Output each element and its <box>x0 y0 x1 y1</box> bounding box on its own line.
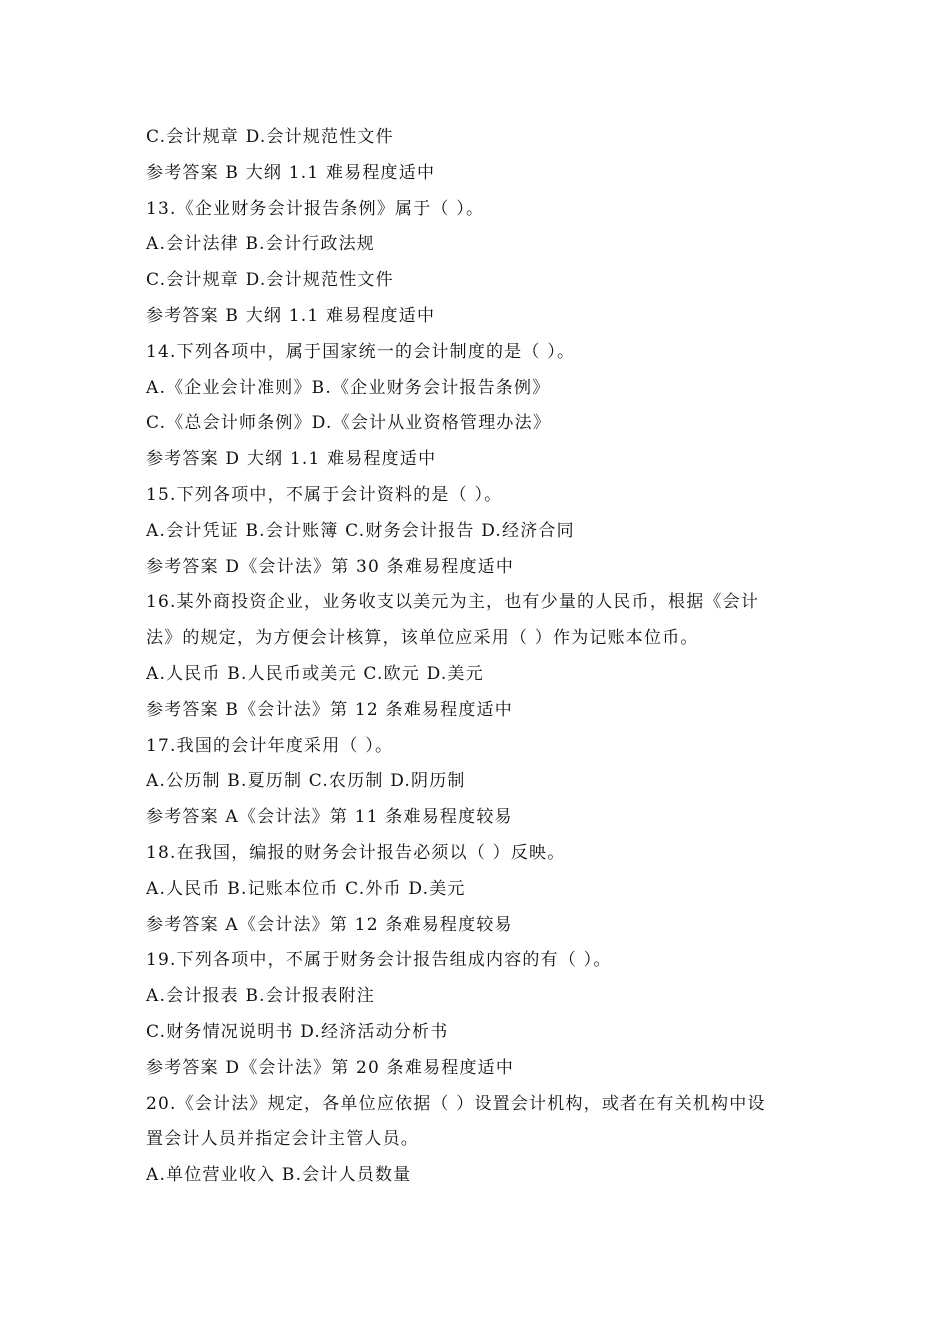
answer-line: 参考答案 D《会计法》第 30 条难易程度适中 <box>146 556 515 577</box>
option-line: A.公历制 B.夏历制 C.农历制 D.阴历制 <box>146 771 466 792</box>
answer-line: 参考答案 D 大纲 1.1 难易程度适中 <box>146 449 437 470</box>
option-line: A.会计法律 B.会计行政法规 <box>146 234 375 255</box>
answer-line: 参考答案 D《会计法》第 20 条难易程度适中 <box>146 1057 515 1078</box>
question-line: 13.《企业财务会计报告条例》属于（ ）。 <box>146 198 485 219</box>
option-line: A.人民币 B.人民币或美元 C.欧元 D.美元 <box>146 663 484 684</box>
answer-line: 参考答案 B 大纲 1.1 难易程度适中 <box>146 305 436 326</box>
option-line: C.财务情况说明书 D.经济活动分析书 <box>146 1021 449 1042</box>
answer-line: 参考答案 B 大纲 1.1 难易程度适中 <box>146 162 436 183</box>
question-line-continued: 置会计人员并指定会计主管人员。 <box>146 1129 419 1150</box>
answer-line: 参考答案 B《会计法》第 12 条难易程度适中 <box>146 699 513 720</box>
question-line: 15.下列各项中，不属于会计资料的是（ ）。 <box>146 484 503 505</box>
document-text <box>146 120 816 1194</box>
answer-line: 参考答案 A《会计法》第 11 条难易程度较易 <box>146 807 513 828</box>
option-line: A.《企业会计准则》B.《企业财务会计报告条例》 <box>146 377 551 398</box>
option-line: A.会计报表 B.会计报表附注 <box>146 986 375 1007</box>
question-line: 18.在我国，编报的财务会计报告必须以（ ）反映。 <box>146 842 566 863</box>
question-line-continued: 法》的规定，为方便会计核算，该单位应采用（ ）作为记账本位币。 <box>146 628 699 649</box>
option-line: A.会计凭证 B.会计账簿 C.财务会计报告 D.经济合同 <box>146 520 575 541</box>
question-line: 17.我国的会计年度采用（ ）。 <box>146 735 394 756</box>
option-line: A.人民币 B.记账本位币 C.外币 D.美元 <box>146 878 466 899</box>
question-line: 16.某外商投资企业，业务收支以美元为主，也有少量的人民币，根据《会计 <box>146 592 760 613</box>
question-line: 14.下列各项中，属于国家统一的会计制度的是（ ）。 <box>146 341 576 362</box>
question-line: 19.下列各项中，不属于财务会计报告组成内容的有（ ）。 <box>146 950 612 971</box>
question-line: 20.《会计法》规定，各单位应依据（ ）设置会计机构，或者在有关机构中设 <box>146 1093 766 1114</box>
answer-line: 参考答案 A《会计法》第 12 条难易程度较易 <box>146 914 513 935</box>
option-line: C.会计规章 D.会计规范性文件 <box>146 270 394 291</box>
option-line: C.会计规章 D.会计规范性文件 <box>146 127 394 147</box>
option-line: C.《总会计师条例》D.《会计从业资格管理办法》 <box>146 413 552 434</box>
option-line: A.单位营业收入 B.会计人员数量 <box>146 1165 412 1186</box>
